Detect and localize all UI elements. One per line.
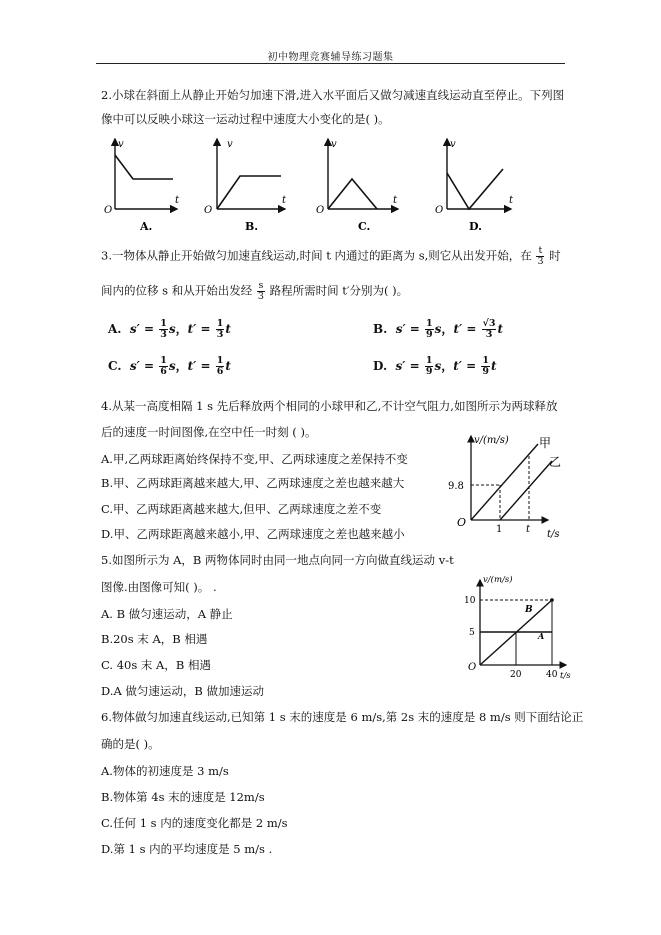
q3-line-2-text: 间内的位移 s 和从开始出发经 <box>101 283 253 298</box>
q5-graph-origin: O <box>468 662 477 673</box>
q5-graph-ytick-5: 5 <box>469 628 475 638</box>
q2-graph-a-label: A. <box>140 220 153 233</box>
q3-option-d: D. s′ = $\frac{1}{9}$ s，t′ = $\frac{1}{9}$ t <box>373 355 497 377</box>
q6-line-1: 6.物体做匀加速直线运动,已知第 1 s 末的速度是 6 m/s,第 2s 末的速度是 8 m/s 则下面结论正 <box>101 710 584 724</box>
header-divider <box>96 63 565 64</box>
q3-option-c: C. s′ = $\frac{1}{6}$ s，t′ = $\frac{1}{6}$ t <box>108 355 231 377</box>
q4-line-yi <box>500 461 552 520</box>
q4-line-2: 后的速度一时间图像,在空中任一时刻 ( )。 <box>101 425 317 439</box>
q2-graph-a-curve <box>115 155 173 179</box>
q4-line-1: 4.从某一高度相隔 1 s 先后释放两个相同的小球甲和乙,不计空气阻力,如图所示为两球释放 <box>101 399 558 413</box>
q2-line-2: 像中可以反映小球这一运动过程中速度大小变化的是( )。 <box>101 112 390 126</box>
q4-line-jia <box>471 444 538 520</box>
q4-option-a: A.甲,乙两球距离始终保持不变,甲、乙两球速度之差保持不变 <box>101 452 408 466</box>
page-header-title: 初中物理竞赛辅导练习题集 <box>267 52 394 63</box>
q2-line-1: 2.小球在斜面上从静止开始匀加速下滑,进入水平面后又做匀减速直线运动直至停止。下列图 <box>101 88 565 102</box>
q6-option-a: A.物体的初速度是 3 m/s <box>101 764 229 778</box>
q2-graph-d-label: D. <box>469 220 482 233</box>
q5-graph-xlabel: t/s <box>560 671 571 681</box>
q5-graph-xtick-20: 20 <box>510 670 522 680</box>
q4-graph-series-yi: 乙 <box>549 455 562 469</box>
q2-graph-b-label: B. <box>245 220 259 233</box>
q4-graph <box>440 430 565 542</box>
q6-option-d: D.第 1 s 内的平均速度是 5 m/s . <box>101 842 273 856</box>
q4-graph-xtick-t: t <box>526 524 531 535</box>
q5-graph-ylabel: v/(m/s) <box>483 575 513 585</box>
q4-option-c: C.甲、乙两球距离越来越大,但甲、乙两球速度之差不变 <box>101 502 382 516</box>
q5-graph-xtick-40: 40 <box>546 670 558 680</box>
q5-option-b: B.20s 末 A，B 相遇 <box>101 632 208 646</box>
q2-graph-a-origin: O <box>104 205 113 216</box>
q5-graph <box>458 574 574 682</box>
q3-line-1-end: 时 <box>549 248 561 263</box>
q5-graph-label-a: A <box>538 631 545 641</box>
q6-option-c: C.任何 1 s 内的速度变化都是 2 m/s <box>101 816 288 830</box>
q5-graph-ytick-10: 10 <box>464 596 476 606</box>
q2-graph-c-curve <box>328 179 377 209</box>
q5-option-d: D.A 做匀速运动，B 做加速运动 <box>101 684 265 698</box>
q3-line-2-end: 路程所需时间 t′分别为( )。 <box>269 283 409 298</box>
q3-frac-t-over-3: $\frac{t}{3}$ <box>537 245 544 267</box>
q3-option-a: A. s′ = $\frac{1}{3}$ s，t′ = $\frac{1}{3}$ t <box>108 318 231 340</box>
q2-graph-b-t-label: t <box>282 195 287 206</box>
q6-line-2: 确的是( )。 <box>101 737 160 751</box>
q3-option-b: B. s′ = $\frac{1}{9}$ s，t′ = $\frac{√3}{3}$ t <box>373 318 503 340</box>
q2-graph-c-t-label: t <box>393 195 398 206</box>
q4-graph-xlabel: t/s <box>547 529 560 540</box>
q2-graph-c-origin: O <box>316 205 325 216</box>
q4-graph-xtick-1: 1 <box>496 524 503 535</box>
q6-option-b: B.物体第 4s 末的速度是 12m/s <box>101 790 265 804</box>
q4-graph-series-jia: 甲 <box>539 436 552 450</box>
q4-graph-ytick: 9.8 <box>448 481 464 492</box>
q2-graph-a <box>104 139 180 233</box>
q2-graph-c <box>316 139 398 233</box>
q4-option-b: B.甲、乙两球距离越来越大,甲、乙两球速度之差也越来越大 <box>101 476 405 490</box>
q5-option-a: A. B 做匀速运动，A 静止 <box>101 607 233 621</box>
q3-frac-s-over-3: $\frac{s}{3}$ <box>257 280 264 302</box>
q2-graph-d-v-label: v <box>450 139 456 150</box>
q2-graph-b-origin: O <box>204 205 213 216</box>
q2-graphs <box>95 133 525 236</box>
q2-graph-c-v-label: v <box>331 139 337 150</box>
q2-graph-a-v-label: v <box>118 139 124 150</box>
q2-graph-b-v-label: v <box>227 139 233 150</box>
q2-graph-b-curve <box>217 176 281 209</box>
q4-graph-origin: O <box>457 516 467 529</box>
q5-point-end <box>550 598 554 602</box>
q3-line-1 <box>101 246 561 267</box>
q5-option-c: C. 40s 末 A，B 相遇 <box>101 658 211 672</box>
q2-graph-d <box>435 139 514 233</box>
q4-option-d: D.甲、乙两球距离越来越小,甲、乙两球速度之差也越来越小 <box>101 527 405 541</box>
q2-graph-d-origin: O <box>435 205 444 216</box>
q5-graph-label-b: B <box>525 605 533 615</box>
q2-graph-c-label: C. <box>358 220 371 233</box>
q2-graph-d-t-label: t <box>509 195 514 206</box>
q2-graph-b <box>204 139 287 233</box>
q5-line-1: 5.如图所示为 A，B 两物体同时由同一地点向同一方向做直线运动 v-t <box>101 553 454 567</box>
q2-graph-d-curve <box>447 169 503 209</box>
q4-graph-ylabel: v/(m/s) <box>474 435 509 446</box>
q5-line-2: 图像.由图像可知( )。 . <box>101 580 217 594</box>
q2-graph-a-t-label: t <box>175 195 180 206</box>
q3-line-1-text: 3.一物体从静止开始做匀加速直线运动,时间 t 内通过的距离为 s,则它从出发开始，在 <box>101 248 532 263</box>
q3-line-2 <box>101 281 408 302</box>
